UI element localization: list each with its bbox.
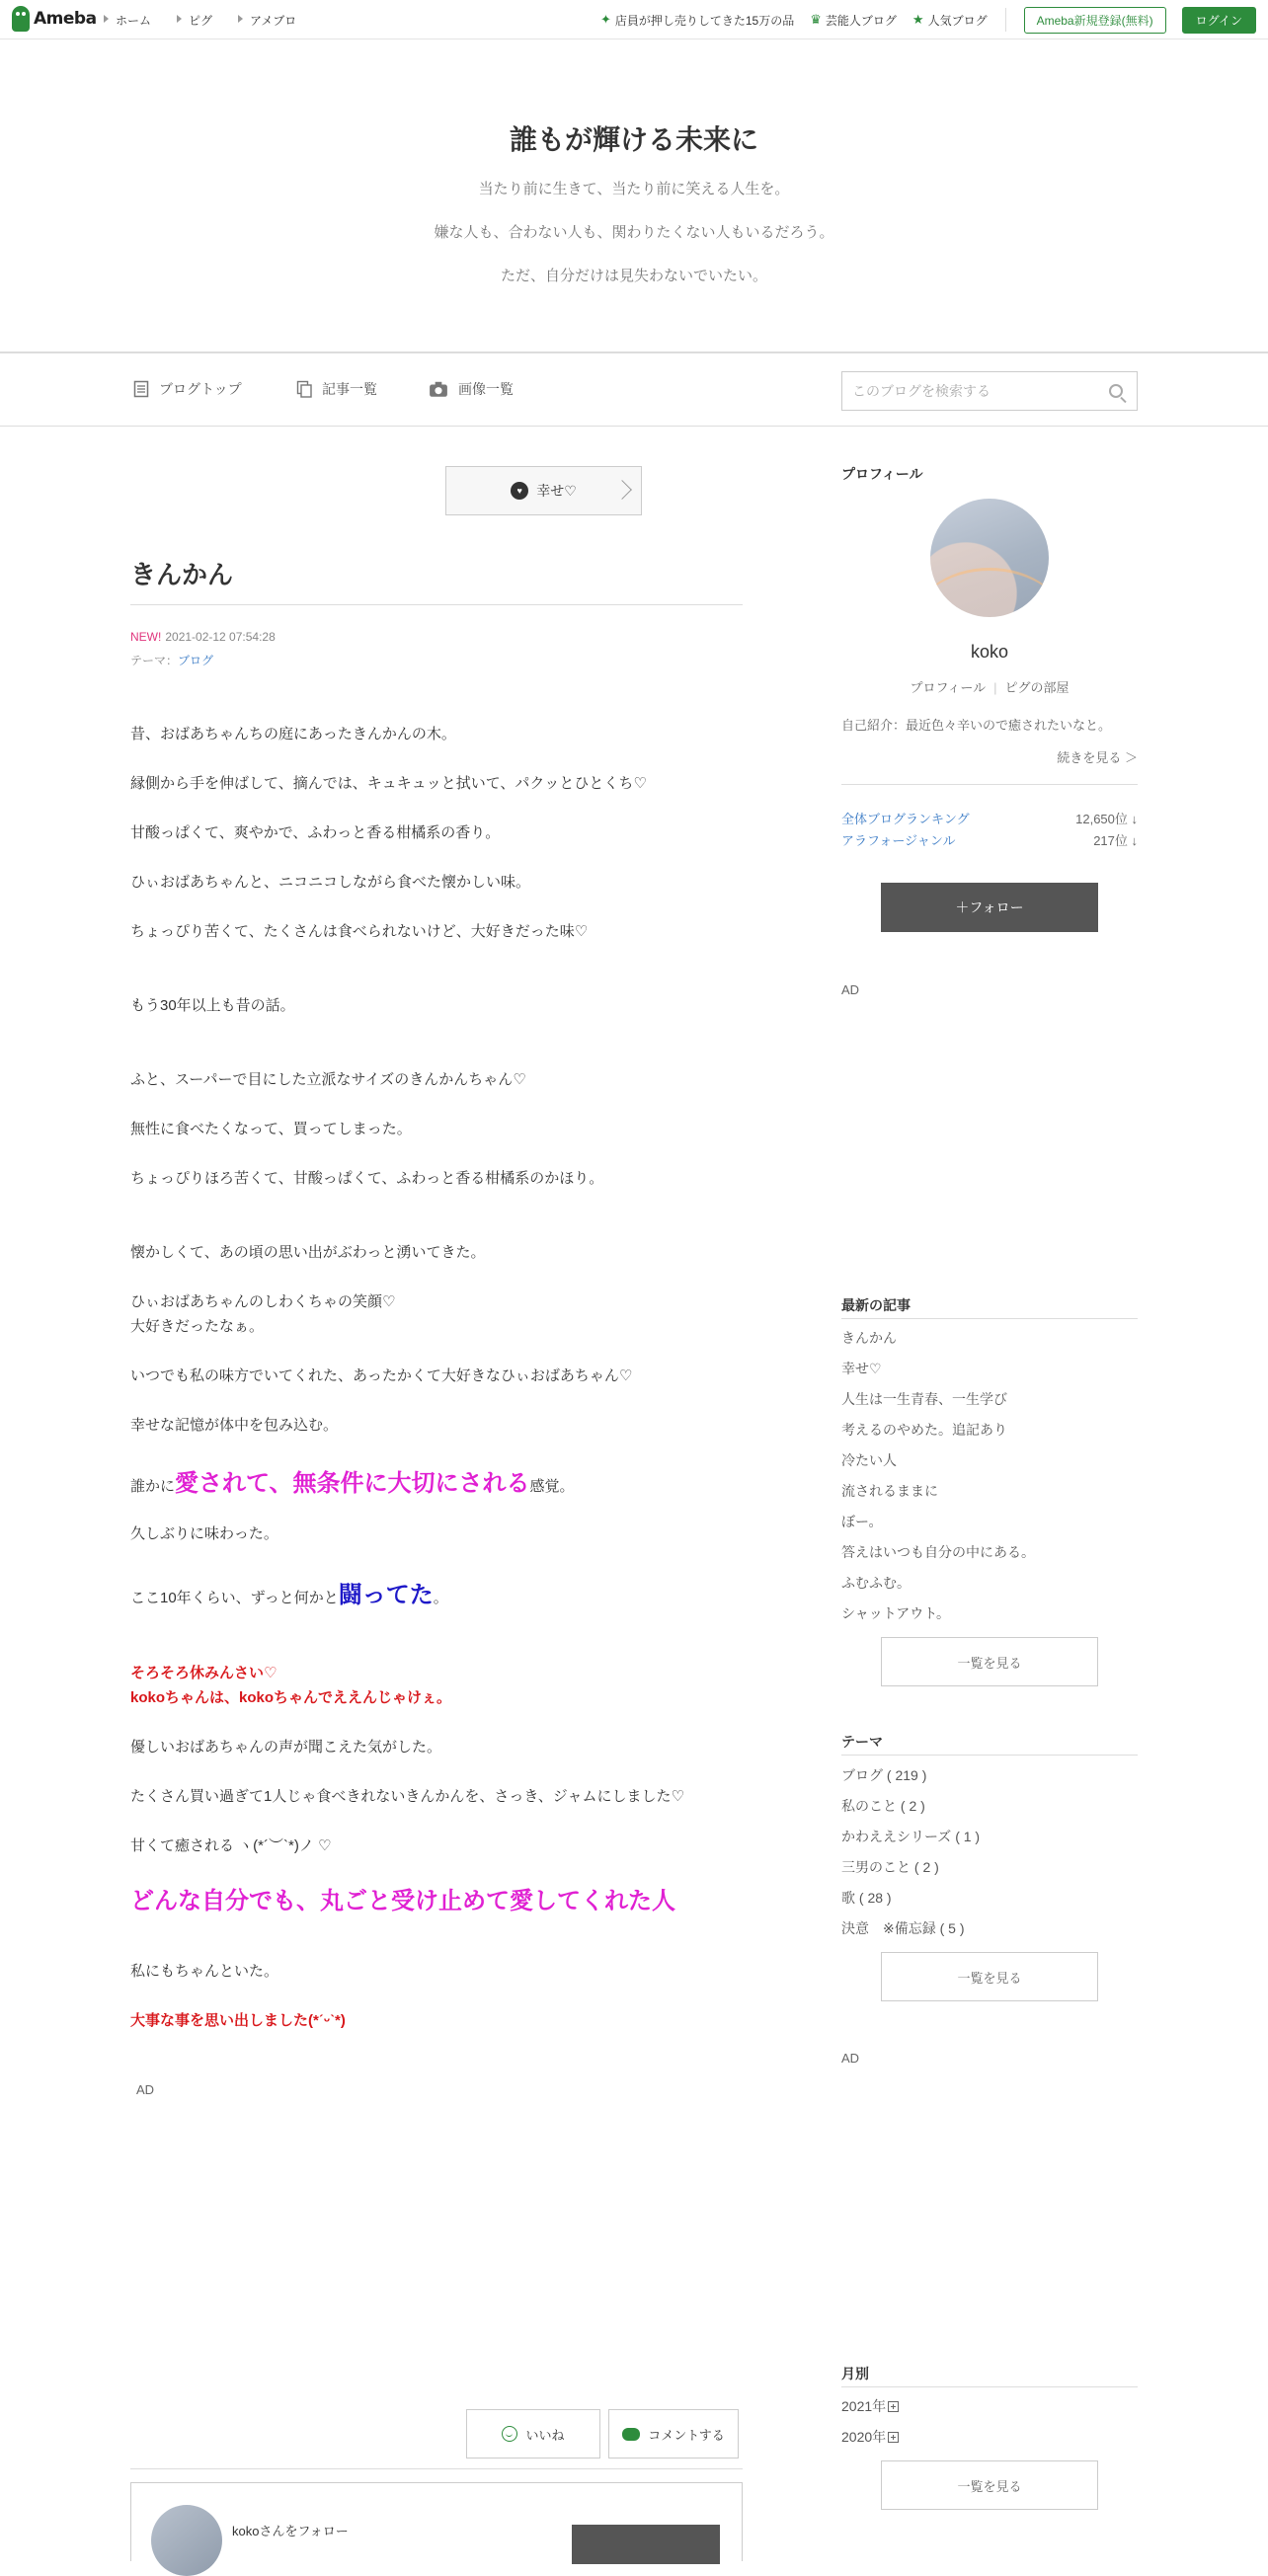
theme-item[interactable]: 私のこと ( 2 ) <box>841 1798 925 1814</box>
global-right-links <box>600 0 1256 39</box>
emphasis-pink-line: どんな自分でも、丸ごと受け止めて愛してくれた人 <box>130 1888 675 1914</box>
entry-actions <box>466 2409 739 2459</box>
blog-search <box>841 371 1138 411</box>
like-label: いいね <box>525 2427 565 2443</box>
chevron-right-icon <box>612 480 632 500</box>
ameba-logo[interactable] <box>12 6 97 32</box>
copy-icon <box>296 380 312 398</box>
comment-button[interactable] <box>608 2409 739 2459</box>
ranking-overall-link[interactable]: 全体ブログランキング <box>841 812 970 826</box>
body-line: もう30年以上も昔の話。 <box>130 997 295 1014</box>
recent-item[interactable]: 流されるままに <box>841 1483 938 1499</box>
blog-top-label: ブログトップ <box>159 381 242 397</box>
month-item[interactable] <box>841 2396 899 2416</box>
blog-description-line: 当たり前に生きて、当たり前に笑える人生を。 <box>478 181 790 197</box>
theme-item[interactable]: 決意 ※備忘録 ( 5 ) <box>841 1920 965 1936</box>
search-icon[interactable] <box>1109 384 1123 398</box>
ad-label: AD <box>136 2082 155 2097</box>
blog-nav <box>0 355 1268 427</box>
blog-description-line: ただ、自分だけは見失わないでいたい。 <box>500 268 767 284</box>
blog-description <box>0 168 1268 298</box>
emphasis-blue-text: 闘ってた <box>338 1582 434 1608</box>
follow-card-button[interactable] <box>572 2525 720 2564</box>
body-line: 甘酸っぱくて、爽やかで、ふわっと香る柑橘系の香り。 <box>130 824 501 841</box>
body-line: 昔、おばあちゃんちの庭にあったきんかんの木。 <box>130 726 456 742</box>
blog-search-input[interactable] <box>842 372 1089 410</box>
entry-meta <box>130 625 276 672</box>
profile-intro: 自己紹介：最近色々辛いので癒されたいなと。 <box>841 718 1112 733</box>
body-line: ふと、スーパーで目にした立派なサイズのきんかんちゃん♡ <box>130 1071 526 1088</box>
month-label: 2021年 <box>841 2398 887 2414</box>
body-text: 感覚。 <box>529 1478 575 1495</box>
star-icon: ★ <box>911 12 924 27</box>
recent-item[interactable]: 幸せ♡ <box>841 1361 882 1376</box>
divider <box>841 2386 1138 2387</box>
document-icon <box>133 380 149 398</box>
recent-item[interactable]: 冷たい人 <box>841 1452 897 1468</box>
article-list-link[interactable] <box>296 379 377 399</box>
comment-icon <box>622 2428 640 2441</box>
theme-nav-label: 幸せ♡ <box>536 483 577 499</box>
blog-header <box>0 39 1268 353</box>
body-line: 久しぶりに味わった。 <box>130 1525 278 1542</box>
recent-item[interactable]: 人生は一生青春、一生学び <box>841 1391 1007 1407</box>
smile-icon <box>502 2426 517 2442</box>
divider <box>130 2468 743 2469</box>
profile-more-link[interactable]: 続きを見る ＞ <box>1057 750 1138 765</box>
body-line-emphasis <box>130 1463 575 1498</box>
monthly-heading: 月別 <box>841 2366 869 2381</box>
monthly-list-button[interactable]: 一覧を見る <box>881 2460 1098 2510</box>
ad-label: AD <box>841 2051 860 2066</box>
body-line: ちょっぴりほろ苦くて、甘酸っぱくて、ふわっと香る柑橘系のかほり。 <box>130 1170 604 1187</box>
expand-icon[interactable] <box>888 2432 899 2443</box>
crown-icon: ♛ <box>810 12 822 27</box>
body-line: ひぃおばあちゃんのしわくちゃの笑顔♡ <box>130 1293 396 1310</box>
body-line: 懐かしくて、あの頃の思い出がぶわっと湧いてきた。 <box>130 1244 486 1261</box>
recent-item[interactable]: ぼー。 <box>841 1514 883 1529</box>
comment-label: コメントする <box>648 2427 725 2443</box>
divider <box>130 604 743 605</box>
recent-item[interactable]: ふむふむ。 <box>841 1575 911 1591</box>
entry-title[interactable]: きんかん <box>130 560 234 589</box>
emphasis-pink-text: 愛されて、無条件に大切にされる <box>175 1470 530 1497</box>
popular-blog-label: 人気ブログ <box>927 13 988 28</box>
image-list-label: 画像一覧 <box>458 381 514 397</box>
emphasis-red-line: そろそろ休みんさい♡ <box>130 1665 277 1681</box>
nav-ameblo[interactable]: アメブロ <box>238 12 296 29</box>
body-text: 。 <box>433 1590 448 1606</box>
blog-description-line: 嫌な人も、合わない人も、関わりたくない人もいるだろう。 <box>434 224 834 241</box>
pig-room-link[interactable]: ピグの部屋 <box>1004 680 1070 695</box>
body-line: ちょっぴり苦くて、たくさんは食べられないけど、大好きだった味♡ <box>130 923 589 940</box>
global-header <box>0 0 1268 39</box>
sparkle-icon: ✦ <box>599 12 611 27</box>
follow-card-text: kokoさんをフォロー <box>232 2524 349 2538</box>
ranking-overall-value: 12,650位 ↓ <box>1075 812 1138 826</box>
profile-links <box>841 677 1138 696</box>
entry-theme-link[interactable]: ブログ <box>178 654 214 667</box>
blog-top-link[interactable] <box>133 379 242 399</box>
avatar <box>151 2505 222 2576</box>
expand-icon[interactable] <box>888 2401 899 2412</box>
divider: | <box>993 680 997 695</box>
ranking-row <box>841 830 1138 849</box>
emphasis-red-line: kokoちゃんは、kokoちゃんでええんじゃけぇ。 <box>130 1689 452 1706</box>
recent-list-button[interactable]: 一覧を見る <box>881 1637 1098 1686</box>
ad-label: AD <box>841 982 860 997</box>
popular-blog-link[interactable] <box>912 12 988 29</box>
celebrity-blog-label: 芸能人ブログ <box>825 13 897 28</box>
month-item[interactable] <box>841 2427 899 2447</box>
ameba-logo-icon <box>12 6 30 32</box>
celebrity-blog-link[interactable] <box>810 12 897 29</box>
divider <box>841 1318 1138 1319</box>
divider <box>841 1755 1138 1756</box>
follow-card <box>130 2482 743 2561</box>
nav-pig[interactable]: ピグ <box>177 12 212 29</box>
recent-item[interactable]: 答えはいつも自分の中にある。 <box>841 1544 1035 1560</box>
divider <box>841 784 1138 785</box>
body-line: たくさん買い過ぎて1人じゃ食べきれないきんかんを、さっき、ジャムにしました♡ <box>130 1788 684 1805</box>
body-line: 無性に食べたくなって、買ってしまった。 <box>130 1121 412 1137</box>
profile-name[interactable]: koko <box>970 642 1009 662</box>
recent-item[interactable]: シャットアウト。 <box>841 1605 951 1621</box>
body-line: いつでも私の味方でいてくれた、あったかくて大好きなひぃおばあちゃん♡ <box>130 1367 633 1384</box>
recent-item[interactable]: 考えるのやめた。追記あり <box>841 1422 1007 1438</box>
follow-button[interactable]: ＋フォロー <box>881 883 1098 932</box>
like-button[interactable] <box>466 2409 600 2459</box>
theme-item[interactable]: ブログ ( 219 ) <box>841 1767 927 1783</box>
ranking-row <box>841 809 1138 827</box>
article-list-label: 記事一覧 <box>322 381 377 397</box>
theme-item[interactable]: かわええシリーズ ( 1 ) <box>841 1829 981 1844</box>
theme-heading: テーマ <box>841 1734 883 1750</box>
theme-item[interactable]: 三男のこと ( 2 ) <box>841 1859 939 1875</box>
divider <box>1005 8 1006 32</box>
body-line: 縁側から手を伸ばして、摘んでは、キュキュッと拭いて、パクッとひとくち♡ <box>130 775 647 792</box>
ameba-logo-text: Ameba <box>34 9 97 29</box>
promo-link-label: 店員が押し売りしてきた15万の品 <box>614 13 795 28</box>
camera-icon <box>429 380 448 398</box>
theme-label: テーマ： <box>130 654 179 667</box>
profile-heading: プロフィール <box>841 466 923 482</box>
recent-item[interactable]: きんかん <box>841 1330 897 1346</box>
body-line: 大好きだったなぁ。 <box>130 1318 265 1335</box>
blog-title[interactable]: 誰もが輝ける未来に <box>509 124 758 155</box>
new-badge: NEW! <box>130 630 162 644</box>
login-button[interactable]: ログイン <box>1182 7 1256 34</box>
ranking-genre-link[interactable]: アラフォージャンル <box>841 833 956 848</box>
emphasis-red-line: 大事な事を思い出しました(*ˊᵕˋ*) <box>130 2012 346 2029</box>
theme-nav-button[interactable] <box>445 466 642 515</box>
body-line: 私にもちゃんといた。 <box>130 1963 279 1980</box>
register-button[interactable]: Ameba新規登録(無料) <box>1024 7 1166 34</box>
body-line: 甘くて癒される ヽ(*´︶`*)ノ ♡ <box>130 1837 332 1854</box>
month-label: 2020年 <box>841 2429 887 2445</box>
theme-list-button[interactable]: 一覧を見る <box>881 1952 1098 2001</box>
body-text: ここ10年くらい、ずっと何かと <box>130 1590 339 1606</box>
body-line-emphasis <box>130 1575 448 1609</box>
body-text: 誰かに <box>130 1478 176 1495</box>
profile-image[interactable] <box>930 499 1049 617</box>
body-line: ひぃおばあちゃんと、ニコニコしながら食べた懐かしい味。 <box>130 874 531 891</box>
recent-heading: 最新の記事 <box>841 1297 911 1313</box>
body-line: 優しいおばあちゃんの声が聞こえた気がした。 <box>130 1739 442 1756</box>
ranking-genre-value: 217位 ↓ <box>1093 833 1138 848</box>
theme-item[interactable]: 歌 ( 28 ) <box>841 1890 892 1906</box>
global-nav <box>104 0 296 39</box>
entry-datetime: 2021-02-12 07:54:28 <box>165 630 276 644</box>
nav-home[interactable]: ホーム <box>104 12 151 29</box>
profile-link[interactable]: プロフィール <box>910 680 987 695</box>
image-list-link[interactable] <box>429 379 514 399</box>
body-line: 幸せな記憶が体中を包み込む。 <box>130 1417 339 1434</box>
theme-bubble-icon: ♥ <box>511 482 528 500</box>
promo-link[interactable] <box>600 12 794 29</box>
